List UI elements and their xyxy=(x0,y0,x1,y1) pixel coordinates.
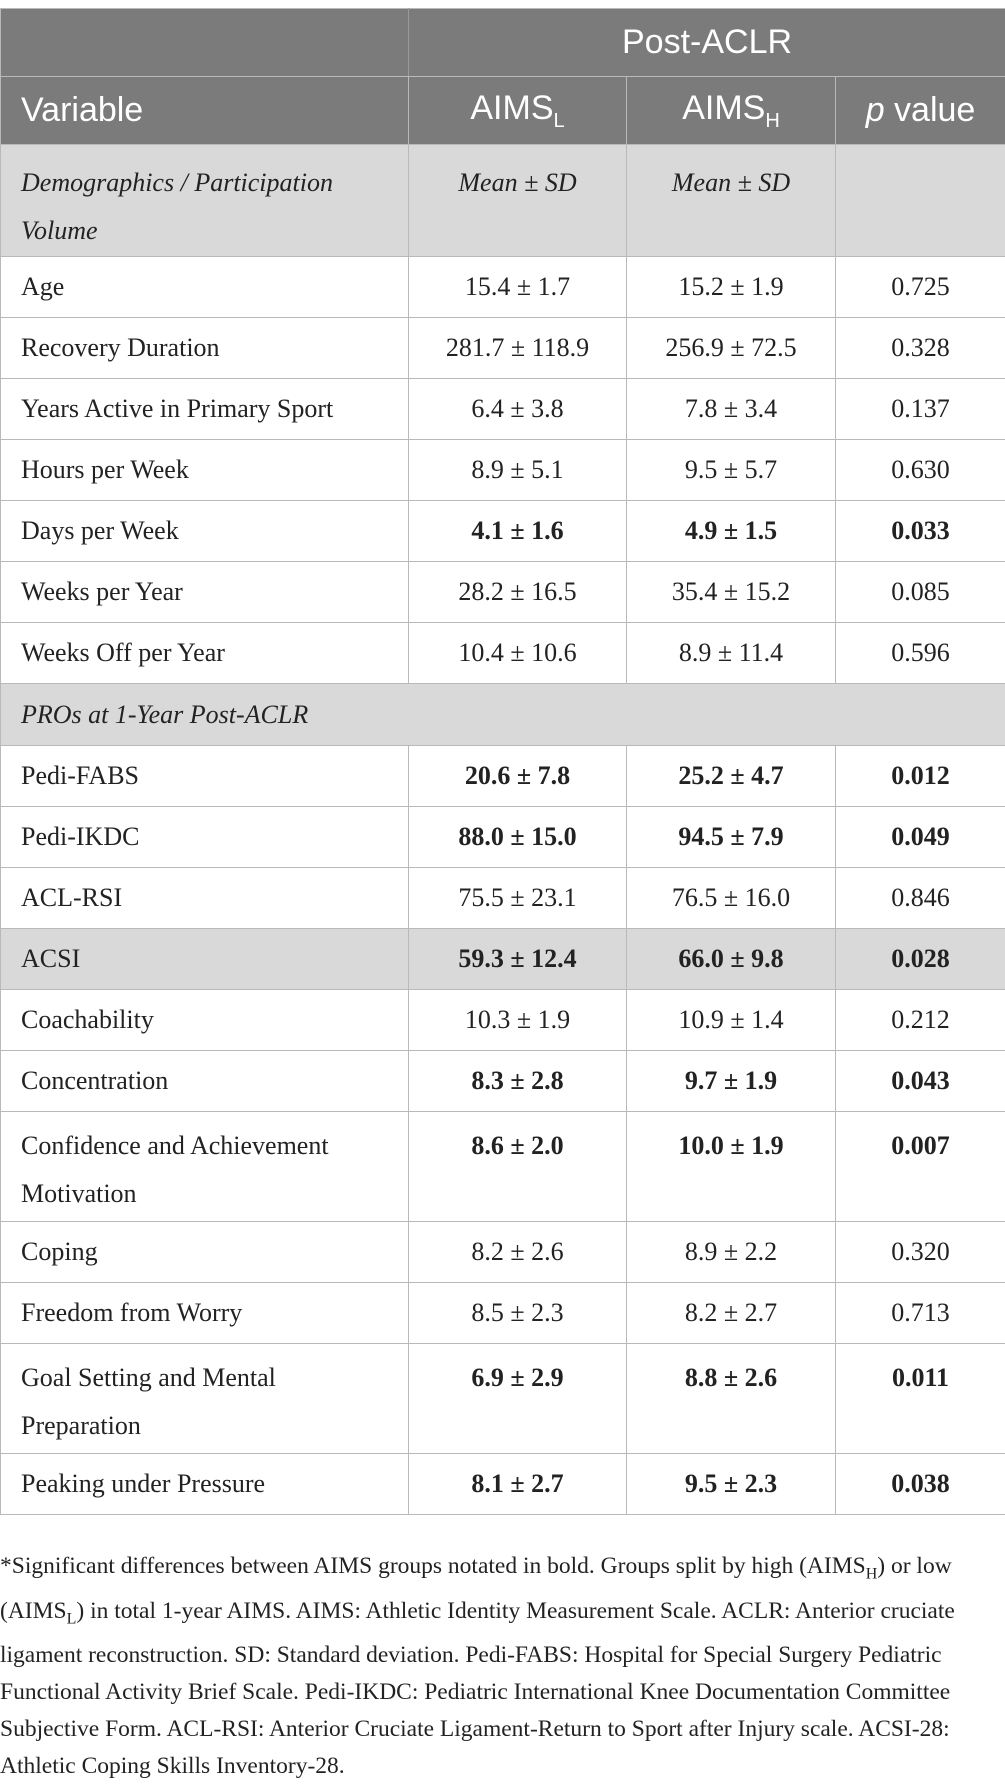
header-aims-h: $AIMS_H$ xyxy=(627,77,836,145)
table-footnote: *Significant differences between AIMS groups notated in bold. Groups split by high $(AIMS_H)$ or low $(AIMS_L)$ in total 1-year AIMS. AIMS: Athletic Identity Measurement Scale. ACLR: Anterior cruciate ligament reconstruction. SD: Standard deviation. Pedi-FABS: Hospital for Special Surgery Pediatric Functional Activity Brief Scale. Pedi-IKDC: Pediatric International Knee Documentation Committee Subjective Form. ACL-RSI: Anterior Cruciate Ligament-Return to Sport after Injury scale. ACSI-28: Athletic Coping Skills Inventory-28. xyxy=(0,1553,955,1780)
aims-h-cell: 7.8 ± 3.4 xyxy=(627,379,836,440)
aims-h-cell: 256.9 ± 72.5 xyxy=(627,318,836,379)
variable-cell: Confidence and Achievement Motivation xyxy=(1,1112,409,1222)
p-value-cell: 0.085 xyxy=(836,562,1005,623)
p-value-cell: 0.038 xyxy=(836,1454,1005,1515)
aims-l-cell: 8.6 ± 2.0 xyxy=(409,1112,627,1222)
aims-h-cell: 15.2 ± 1.9 xyxy=(627,257,836,318)
variable-cell: ACL-RSI xyxy=(1,868,409,929)
header-aims-l: $AIMS_L$ xyxy=(409,77,627,145)
aims-l-cell: 6.9 ± 2.9 xyxy=(409,1344,627,1454)
variable-cell: Weeks Off per Year xyxy=(1,623,409,684)
aims-l-cell: 20.6 ± 7.8 xyxy=(409,746,627,807)
p-value-cell: 0.012 xyxy=(836,746,1005,807)
table-row xyxy=(1,379,1005,440)
variable-cell: Recovery Duration xyxy=(1,318,409,379)
header-group-title: Post-ACLR xyxy=(409,9,1005,77)
aims-h-cell: 9.7 ± 1.9 xyxy=(627,1051,836,1112)
aims-h-cell: 76.5 ± 16.0 xyxy=(627,868,836,929)
table-row xyxy=(1,807,1005,868)
table-row xyxy=(1,1283,1005,1344)
aims-l-cell: 59.3 ± 12.4 xyxy=(409,929,627,990)
aims-h-cell: 10.0 ± 1.9 xyxy=(627,1112,836,1222)
table-row xyxy=(1,318,1005,379)
p-value-cell: 0.212 xyxy=(836,990,1005,1051)
p-value-cell: 0.011 xyxy=(836,1344,1005,1454)
variable-cell: Age xyxy=(1,257,409,318)
p-value-cell: 0.320 xyxy=(836,1222,1005,1283)
table-row xyxy=(1,1222,1005,1283)
header-variable: Variable xyxy=(1,77,409,145)
p-value-cell: 0.028 xyxy=(836,929,1005,990)
section-aims-l: Mean ± SD xyxy=(409,145,627,257)
p-value-cell: 0.033 xyxy=(836,501,1005,562)
aims-l-cell: 8.1 ± 2.7 xyxy=(409,1454,627,1515)
p-value-cell: 0.137 xyxy=(836,379,1005,440)
p-value-cell: 0.846 xyxy=(836,868,1005,929)
aims-h-cell: 94.5 ± 7.9 xyxy=(627,807,836,868)
aims-l-cell: 10.3 ± 1.9 xyxy=(409,990,627,1051)
header-group-row xyxy=(1,9,1005,77)
table-row xyxy=(1,746,1005,807)
table-row xyxy=(1,623,1005,684)
table-row xyxy=(1,1344,1005,1454)
aims-l-cell: 4.1 ± 1.6 xyxy=(409,501,627,562)
header-column-row xyxy=(1,77,1005,145)
table-row xyxy=(1,1112,1005,1222)
table-row xyxy=(1,440,1005,501)
aims-l-cell: 6.4 ± 3.8 xyxy=(409,379,627,440)
aims-l-cell: 88.0 ± 15.0 xyxy=(409,807,627,868)
table-row xyxy=(1,1454,1005,1515)
variable-cell: Concentration xyxy=(1,1051,409,1112)
variable-cell: Coachability xyxy=(1,990,409,1051)
variable-cell: Pedi-FABS xyxy=(1,746,409,807)
header-p-value: p value xyxy=(836,77,1005,145)
variable-cell: Freedom from Worry xyxy=(1,1283,409,1344)
p-value-cell: 0.007 xyxy=(836,1112,1005,1222)
section-aims-h: Mean ± SD xyxy=(627,145,836,257)
aims-h-cell: 8.2 ± 2.7 xyxy=(627,1283,836,1344)
aims-l-cell: 8.5 ± 2.3 xyxy=(409,1283,627,1344)
p-value-cell: 0.043 xyxy=(836,1051,1005,1112)
aims-l-cell: 8.2 ± 2.6 xyxy=(409,1222,627,1283)
aims-l-cell: 10.4 ± 10.6 xyxy=(409,623,627,684)
aims-h-cell: 9.5 ± 5.7 xyxy=(627,440,836,501)
section-label: Demographics / Participation Volume xyxy=(1,145,409,257)
aims-h-cell: 4.9 ± 1.5 xyxy=(627,501,836,562)
aims-h-cell: 25.2 ± 4.7 xyxy=(627,746,836,807)
aims-l-cell: 8.3 ± 2.8 xyxy=(409,1051,627,1112)
p-value-cell: 0.725 xyxy=(836,257,1005,318)
variable-cell: Peaking under Pressure xyxy=(1,1454,409,1515)
variable-cell: Coping xyxy=(1,1222,409,1283)
aims-l-cell: 8.9 ± 5.1 xyxy=(409,440,627,501)
table-row xyxy=(1,990,1005,1051)
aims-h-cell: 8.9 ± 2.2 xyxy=(627,1222,836,1283)
variable-cell: Weeks per Year xyxy=(1,562,409,623)
aims-l-cell: 75.5 ± 23.1 xyxy=(409,868,627,929)
variable-cell: Years Active in Primary Sport xyxy=(1,379,409,440)
aims-h-cell: 10.9 ± 1.4 xyxy=(627,990,836,1051)
aims-h-cell: 8.9 ± 11.4 xyxy=(627,623,836,684)
variable-cell: Pedi-IKDC xyxy=(1,807,409,868)
aims-l-cell: 28.2 ± 16.5 xyxy=(409,562,627,623)
table-row xyxy=(1,257,1005,318)
aims-l-cell: 15.4 ± 1.7 xyxy=(409,257,627,318)
table-row xyxy=(1,1051,1005,1112)
variable-cell: ACSI xyxy=(1,929,409,990)
aims-h-cell: 9.5 ± 2.3 xyxy=(627,1454,836,1515)
variable-cell: Hours per Week xyxy=(1,440,409,501)
aims-l-cell: 281.7 ± 118.9 xyxy=(409,318,627,379)
table-row xyxy=(1,868,1005,929)
table-row xyxy=(1,501,1005,562)
aims-h-cell: 66.0 ± 9.8 xyxy=(627,929,836,990)
results-table xyxy=(0,8,1005,1515)
variable-cell: Goal Setting and Mental Preparation xyxy=(1,1344,409,1454)
aims-h-cell: 8.8 ± 2.6 xyxy=(627,1344,836,1454)
section-p xyxy=(836,145,1005,257)
p-value-cell: 0.713 xyxy=(836,1283,1005,1344)
table-row xyxy=(1,562,1005,623)
p-value-cell: 0.630 xyxy=(836,440,1005,501)
p-value-cell: 0.596 xyxy=(836,623,1005,684)
table-row-acsi xyxy=(1,929,1005,990)
p-value-cell: 0.049 xyxy=(836,807,1005,868)
aims-h-cell: 35.4 ± 15.2 xyxy=(627,562,836,623)
section-row-demographics xyxy=(1,145,1005,257)
header-blank-cell xyxy=(1,9,409,77)
p-value-cell: 0.328 xyxy=(836,318,1005,379)
variable-cell: Days per Week xyxy=(1,501,409,562)
section-row-pros xyxy=(1,684,1005,746)
section-label: PROs at 1-Year Post-ACLR xyxy=(1,684,1005,746)
